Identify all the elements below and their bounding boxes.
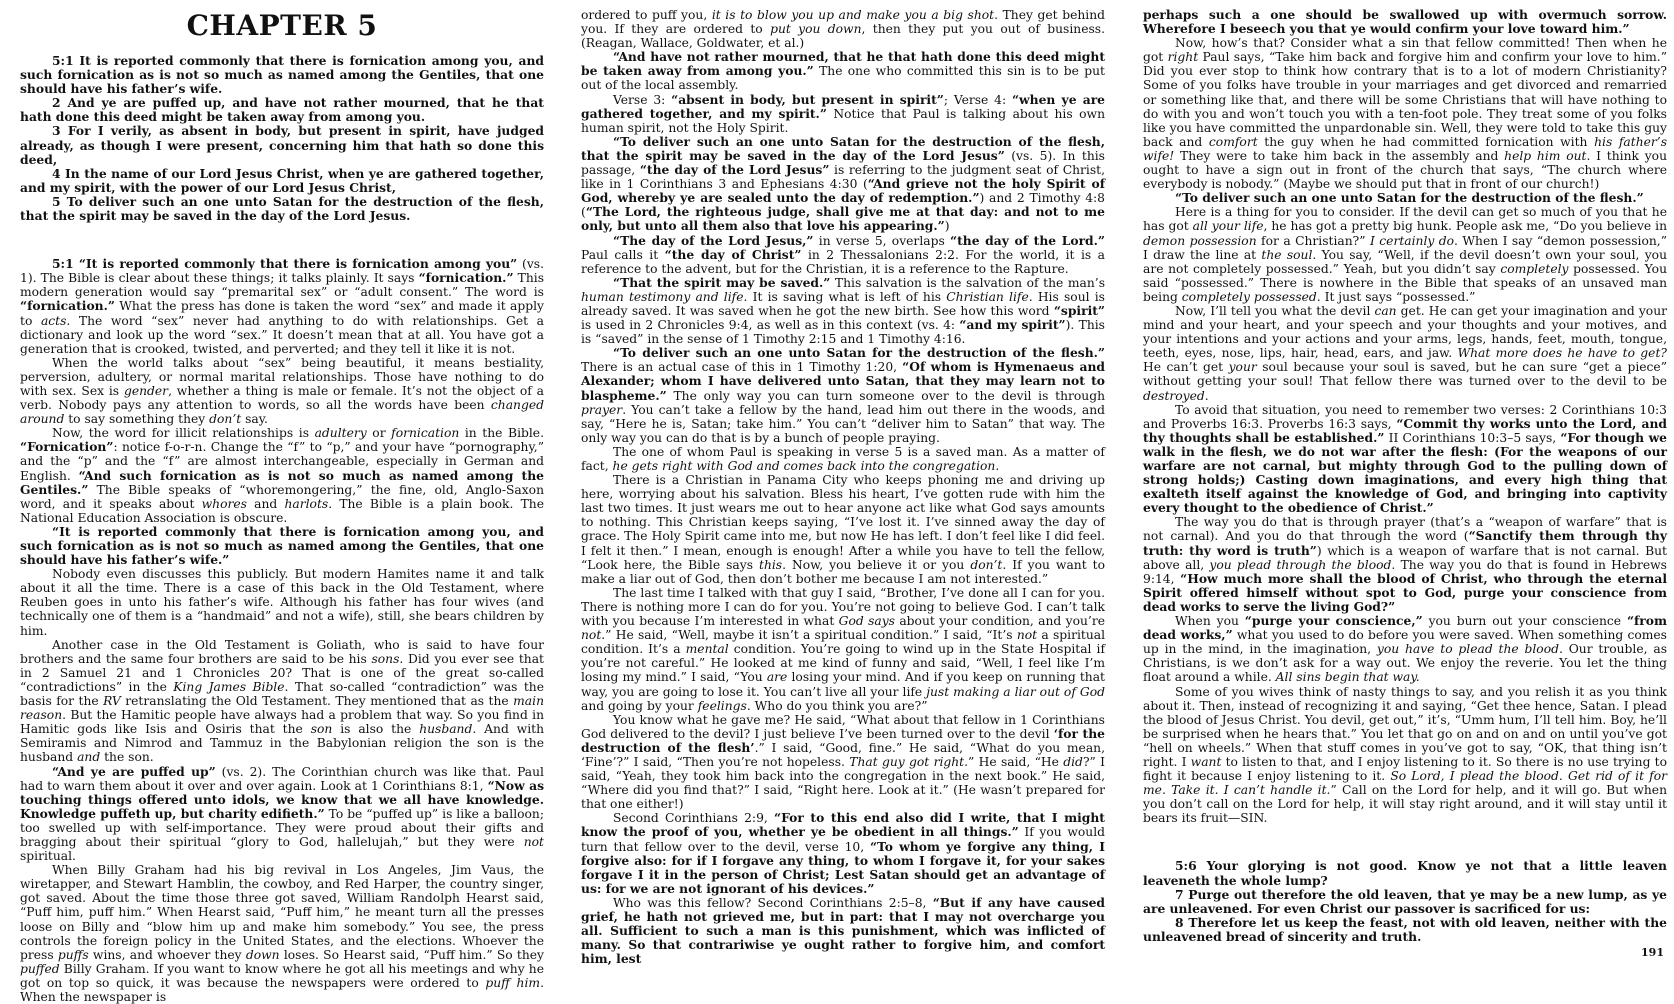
verse-5-6: 5:6 Your glorying is not good. Know ye not that a little leaven leaveneth the whole lump? [1143, 858, 1667, 888]
column-right [1143, 8, 1667, 944]
verse-5-1: 5:1 It is reported commonly that there is fornication among you, and such fornication as is not so much as named among the Gentiles, that one should have his father’s wife. [20, 53, 544, 97]
paragraph: When you “purge your conscience,” you burn out your conscience “from dead works,” what you used to do before you were saved. When something comes up in the mind, in the imagination, you have to plead the blood. Our trouble, as Christians, is we don’t ask for a way out. We enjoy the reverie. You let the thing float around a while. All sins begin that way. [1143, 613, 1668, 685]
verse-5-5: 5 To deliver such an one unto Satan for the destruction of the flesh, that the spirit may be saved in the day of the Lord Jesus. [20, 193, 544, 224]
verse-5-3: 3 For I verily, as absent in body, but present in spirit, have judged already, as though I were present, concerning him that hath so done this deed, [20, 123, 544, 167]
paragraph: Now, I’ll tell you what the devil can get. He can get your imagination and your mind and your heart, and your speech and your thoughts and your motives, and your intentions and your actions and your arms, legs, hands, feet, mouth, tongue, teeth, eyes, nose, lips, hair, head, ears, and jaw. What more does he have to get? He can’t get your soul because your soul is saved, but he can sure “get a piece” without getting your soul! That fellow there was turned over to the devil to be destroyed. [1143, 303, 1667, 403]
paragraph: Nobody even discusses this publicly. But modern Hamites name it and talk about it all the time. There is a case of this back in the Old Testament, where Reuben goes in unto his father’s wife. Although his father has four wives (and technically one of them is a “handmaid” and not a wife), still, she bears children by him. [20, 567, 544, 638]
paragraph: “To deliver such an one unto Satan for the destruction of the flesh.” There is an actual case of this in 1 Timothy 1:20, “Of whom is Hymenaeus and Alexander; whom I have delivered unto Satan, that they may learn not to blaspheme.” The only way you can turn someone over to the devil is through prayer. You can’t take a fellow by the hand, lead him out there in the woods, and say, “Here he is, Satan; take him.” You can’t “deliver him to Satan” that way. The only way you can do that is by a bunch of people praying. [581, 345, 1106, 445]
paragraph: Now, the word for illicit relationships is adultery or fornication in the Bible. “Fornication”: notice f-o-r-n. Change the “f” to “p,” and your have “pornography,” and the “p” and the “f” are almost interchangeable, especially in German and English. “And such fornication as is not so much as named among the Gentiles.” The Bible speaks of “whoremongering,” the fine, old, Anglo-Saxon word, and it speaks about whores and harlots. The Bible is a plain book. The National Education Association is obscure. [20, 426, 544, 525]
verse-5-7: 7 Purge out therefore the old leaven, that ye may be a new lump, as ye are unleavened. For even Christ our passover is sacrificed for us: [1143, 886, 1667, 916]
verse-5-8: 8 Therefore let us keep the feast, not with old leaven, neither with the unleavened bread of sincerity and truth. [1143, 914, 1667, 944]
paragraph: ordered to puff you, it is to blow you up and make you a big shot. They get behind you. If they are ordered to put you down, then they put you out of business. (Reagan, Wallace, Goldwater, et al.) [581, 8, 1106, 51]
paragraph: Some of you wives think of nasty things to say, and you relish it as you think about it. Then, instead of recognizing it and saying, “Get thee hence, Satan. I plead the blood of Jesus Christ. You devil, get out,” it’s, “Umm hum, I’ll tell him. Boy, he’ll be surprised when he hears that.” You let that go on and on and on until you’ve got “hell on wheels.” When that stuff comes in you’ve got to say, “OK, that thing isn’t right. I want to listen to that, and I enjoy listening to it. So there is no use trying to fight it because I enjoy listening to it. So Lord, I plead the blood. Get rid of it for me. Take it. I can’t handle it.” Call on the Lord for help, and it will go. But when you don’t call on the Lord for help, it will stay right around, and it will stay until it bears its fruit—SIN. [1143, 684, 1668, 826]
paragraph: There is a Christian in Panama City who keeps phoning me and driving up here, worrying about his salvation. Bless his heart, I’ve gotten rude with him the last two times. It just wears me out to hear anyone act like what God says amounts to nothing. This Christian keeps saying, “I’ve lost it. I’ve sinned away the day of grace. The Holy Spirit came into me, but now He has left. I don’t feel like I did feel. I felt it then.” I mean, enough is enough! After a while you have to tell the fellow, “Look here, the Bible says this. Now, you believe it or you don’t. If you want to make a liar out of God, then don’t bother me because I am not interested.” [581, 473, 1105, 586]
paragraph: Verse 3: “absent in body, but present in spirit”; Verse 4: “when ye are gathered together, and my spirit.” Notice that Paul is talking about his own human spirit, not the Holy Spirit. [581, 91, 1106, 135]
paragraph: “The day of the Lord Jesus,” in verse 5, overlaps “the day of the Lord.” Paul calls it “the day of Christ” in 2 Thessalonians 2:2. For the world, it is a reference to the advent, but for the Christian, it is a reference to the Rapture. [581, 232, 1105, 276]
paragraph: The way you do that is through prayer (that’s a “weapon of warfare” that is not carnal). And you do that through the word (“Sanctify them through thy truth: thy word is truth”) which is a weapon of warfare that is not carnal. But above all, you plead through the blood. The way you do that is found in Hebrews 9:14, “How much more shall the blood of Christ, who through the eternal Spirit offered himself without spot to God, purge your conscience from dead works to serve the living God?” [1143, 515, 1667, 614]
verse-5-4: 4 In the name of our Lord Jesus Christ, when ye are gathered together, and my spirit, with the power of our Lord Jesus Christ, [20, 165, 544, 195]
paragraph: To avoid that situation, you need to remember two verses: 2 Corinthians 10:3 and Proverbs 16:3. Proverbs 16:3 says, “Commit thy works unto the Lord, and thy thoughts shall be established.” II Corinthians 10:3–5 says, “For though we walk in the flesh, we do not war after the flesh: (For the weapons of our warfare are not carnal, but mighty through God to the pulling down of strong holds;) Casting down imaginations, and every high thing that exalteth itself against the knowledge of God, and bringing into captivity every thought to the obedience of Christ.” [1143, 402, 1667, 516]
paragraph: The one of whom Paul is speaking in verse 5 is a saved man. As a matter of fact, he gets right with God and comes back into the congregation. [581, 444, 1105, 473]
paragraph: The last time I talked with that guy I said, “Brother, I’ve done all I can for you. There is nothing more I can do for you. You’re not going to believe God. I can’t talk with you because I’m interested in what God says about your condition, and you’re not.” He said, “Well, maybe it isn’t a spiritual condition.” I said, “It’s not a spiritual condition. It’s a mental condition. You’re going to wind up in the State Hospital if you’re not careful.” He looked at me kind of funny and said, “Well, I feel like I’m losing my mind.” I said, “You are losing your mind. And if you keep on running that way, you are going to lose it. You can’t live all your life just making a liar out of God and going by your feelings. Who do you think you are?” [581, 585, 1106, 713]
paragraph: “And ye are puffed up” (vs. 2). The Corinthian church was like that. Paul had to warn them about it over and over again. Look at 1 Corinthians 8:1, “Now as touching things offered unto idols, we know that we all have knowledge. Knowledge puffeth up, but charity edifieth.” To be “puffed up” is like a balloon; too swelled up with self-importance. They were proud about their gifts and bragging about their spiritual “glory to God, hallelujah,” but they were not spiritual. [20, 763, 544, 864]
paragraph: 5:1 “It is reported commonly that there is fornication among you” (vs. 1). The Bible is clear about these things; it talks plainly. It says “fornication.” This modern generation would say “premarital sex” or “adult consent.” The word is “fornication.” What the press has done is taken the word “sex” and made it apply to acts. The word “sex” never had anything to do with relationships. Get a dictionary and look up the word “sex.” It doesn’t mean that at all. You have got a generation that is crooked, twisted, and perverted; and they tell it like it is not. [20, 256, 544, 356]
paragraph: Now, how’s that? Consider what a sin that fellow committed! Then when he got right Paul says, “Take him back and forgive him and confirm your love to him.” Did you ever stop to think how contrary that is to a lot of modern Christianity? Some of you folks have trouble in your marriages and get divorced and remarried or something like that, and there will be some Christians that will have nothing to do with you and won’t touch you with a ten-foot pole. They treat some of you folks like you have committed the unpardonable sin. Well, they were told to take this guy back and comfort the guy when he had committed fornication with his father’s wife! They were to take him back in the assembly and help him out. I think you ought to have a sign out in front of the church that says, “The church where everybody is nobody.” (Maybe we should put that in front of our church!) [1143, 36, 1667, 192]
column-middle [581, 8, 1105, 966]
paragraph: “To deliver such an one unto Satan for the destruction of the flesh.” [1175, 190, 1644, 206]
page-number: 191 [1641, 946, 1664, 959]
paragraph: Here is a thing for you to consider. If the devil can get so much of you that he has got all your life, he has got a pretty big hunk. People ask me, “Do you believe in demon possession for a Christian?” I certainly do. When I say “demon possession,” I draw the line at the soul. You say, “Well, if the devil doesn’t own your soul, you are not completely possessed.” Yeah, but you didn’t say completely possessed. You said “possessed.” There is nowhere in the Bible that speaks of an unsaved man being completely possessed. It just says “possessed.” [1143, 205, 1667, 304]
paragraph: When Billy Graham had his big revival in Los Angeles, Jim Vaus, the wiretapper, and Stewart Hamblin, the cowboy, and Red Harper, the country singer, got saved. About the time those three got saved, William Randolph Hearst said, “Puff him, puff him.” When Hearst said, “Puff him,” he meant turn all the presses loose on Billy and “blow him up and make him somebody.” You see, the press controls the foreign policy in the United States, and the elections. Whoever the press puffs wins, and whoever they down loses. So Hearst said, “Puff him.” So they puffed Billy Graham. If you want to know where he got all his meetings and why he got on top so quick, it was because the newspapers were ordered to puff him. When the newspaper is [20, 863, 544, 1004]
paragraph: “And have not rather mourned, that he that hath done this deed might be taken away from among you.” The one who committed this sin is to be put out of the local assembly. [581, 49, 1105, 93]
paragraph: Second Corinthians 2:9, “For to this end also did I write, that I might know the proof of you, whether ye be obedient in all things.” If you would turn that fellow over to the devil, verse 10, “To whom ye forgive any thing, I forgive also: for if I forgave any thing, to whom I forgave it, for your sakes forgave I it in the person of Christ; Lest Satan should get an advantage of us: for we are not ignorant of his devices.” [581, 810, 1105, 896]
column-left [20, 8, 544, 1004]
paragraph: Another case in the Old Testament is Goliath, who is said to have four brothers and the same four brothers are said to be his sons. Did you ever see that in 2 Samuel 21 and 1 Chronicles 20? That is one of the great so-called “contradictions” in the King James Bible. That so-called “contradiction” was the basis for the RV retranslating the Old Testament. They mentioned that as the main reason. But the Hamitic people have always had a problem that way. So you find in Hamitic gods like Isis and Osiris that the son is also the husband. And with Semiramis and Nimrod and Tammuz in the Babylonian religion the son is the husband and the son. [20, 637, 545, 765]
paragraph: You know what he gave me? He said, “What about that fellow in 1 Corinthians God delivered to the devil? I just believe I’ve been turned over to the devil ‘for the destruction of the flesh’.” I said, “Good, fine.” He said, “What do you mean, ‘Fine’?” I said, “Then you’re not hopeless. That guy got right.” He said, “He did?” I said, “Yeah, they took him back into the congregation in the next book.” He said, “Where did you find that?” I said, “Right here. Look at it.” (He wasn’t prepared for that one either!) [581, 712, 1105, 812]
paragraph: perhaps such a one should be swallowed up with overmuch sorrow. Wherefore I beseech you that ye would confirm your love toward him.” [1143, 7, 1667, 37]
verse-5-2: 2 And ye are puffed up, and have not rather mourned, that he that hath done this deed might be taken away from among you. [20, 95, 544, 125]
paragraph: When the world talks about “sex” being beautiful, it means bestiality, perversion, adultery, or normal marital relationships. Those have nothing to do with sex. Sex is gender, whether a thing is male or female. It’s not the object of a verb. Nobody pays any attention to words, so all the words have been changed around to say something they don’t say. [20, 355, 544, 427]
paragraph: “To deliver such an one unto Satan for the destruction of the flesh, that the spirit may be saved in the day of the Lord Jesus” (vs. 5). In this passage, “the day of the Lord Jesus” is referring to the judgment seat of Christ, like in 1 Corinthians 3 and Ephesians 4:30 (“And grieve not the holy Spirit of God, whereby ye are sealed unto the day of redemption.”) and 2 Timothy 4:8 (“The Lord, the righteous judge, shall give me at that day: and not to me only, but unto all them also that love his appearing.”) [581, 133, 1105, 234]
paragraph: “That the spirit may be saved.” This salvation is the salvation of the man’s human testimony and life. It is saving what is left of his Christian life. His soul is already saved. It was saved when he got the new birth. See how this word “spirit” is used in 2 Chronicles 9:4, as well as in this context (vs. 4: “and my spirit”). This is “saved” in the sense of 1 Timothy 2:15 and 1 Timothy 4:16. [581, 274, 1106, 347]
paragraph: “It is reported commonly that there is fornication among you, and such fornication as is not so much as named among the Gentiles, that one should have his father’s wife.” [20, 523, 544, 568]
chapter-title: CHAPTER 5 [186, 9, 378, 42]
paragraph: Who was this fellow? Second Corinthians 2:5–8, “But if any have caused grief, he hath not grieved me, but in part: that I may not overcharge you all. Sufficient to such a man is this punishment, which was inflicted of many. So that contrariwise ye ought rather to forgive him, and comfort him, lest [581, 894, 1105, 967]
